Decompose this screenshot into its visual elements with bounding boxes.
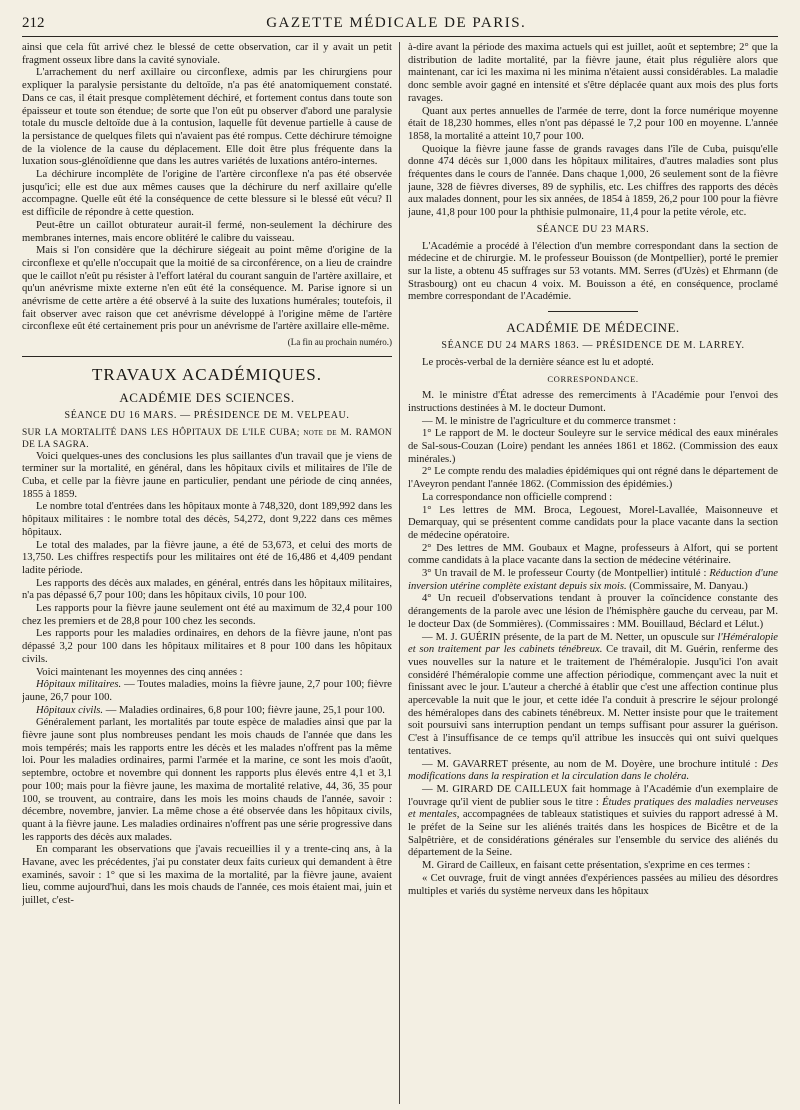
paragraph: M. Girard de Cailleux, en faisant cette présentation, s'exprime en ces termes : bbox=[422, 860, 751, 872]
text: — Maladies ordinaires, 6,8 pour 100; fièvre jaune, 25,1 pour 100. bbox=[103, 704, 385, 716]
italic-title: Réduction d'une inversion utérine complète existant depuis six mois. bbox=[408, 568, 778, 592]
italic-title: Des modifications dans la respiration et la circulation dans le choléra. bbox=[408, 758, 778, 783]
text: 3° Un travail de M. le professeur Courty (de Montpellier) intitulé : bbox=[422, 568, 710, 580]
paragraph: Le nombre total d'entrées dans les hôpitaux monte à 748,320, dont 189,992 dans les hôpitaux militaires : le nombre total des décès, 54,272, dont 9,222 dans ces mêmes hôpitaux. bbox=[22, 501, 392, 538]
paragraph: Peut-être un caillot obturateur aurait-il fermé, non-seulement la déchirure des membranes internes, mais encore oblitéré le calibre du vaisseau. bbox=[22, 219, 392, 244]
session-heading: SÉANCE DU 23 MARS. bbox=[536, 223, 650, 235]
paragraph: L'arrachement du nerf axillaire ou circonflexe, admis par les chirurgiens pour expliquer la paralysie persistante du deltoïde, n'a pas été anatomiquement constaté. Dans ce cas, il était presque complètement déchiré, et fortement contus dans toute son épaisseur et toute son étendue; de sorte que l'on eût pu observer d'abord une paralysie totale du muscle deltoïde due à la contusion, laquelle fût devenue partielle à cause de la persistance de quelques filets qui n'avaient pas été rompus. Cette déchirure témoigne de la violence de la cause du déplacement. Elle doit être plus fréquente dans la luxation sous-glénoïdienne que dans les autres variétés de luxations antéro-internes. bbox=[22, 67, 392, 168]
right-column bbox=[408, 42, 778, 1104]
paragraph: Quant aux pertes annuelles de l'armée de terre, dont la force numérique moyenne était de 18,230 hommes, elles n'ont pas dépassé le 7,2 pour 100 en moyenne. L'année 1858, la mortalité a atteint 10,7 pour 100. bbox=[408, 105, 778, 142]
paragraph bbox=[22, 705, 392, 718]
session-heading: SÉANCE DU 16 MARS. — PRÉSIDENCE DE M. VELPEAU. bbox=[64, 409, 350, 421]
paragraph: 2° Des lettres de MM. Goubaux et Magne, professeurs à Alfort, qui se portent comme candidats à la place vacante dans la section de médecine vétérinaire. bbox=[408, 542, 778, 567]
label-civil: Hôpitaux civils. bbox=[36, 704, 104, 716]
column-divider bbox=[399, 42, 400, 1104]
paragraph: M. le ministre d'État adresse des remerciments à l'Académie pour l'envoi des instructions destinées à M. le docteur Dumont. bbox=[408, 390, 778, 414]
paragraph: 1° Le rapport de M. le docteur Souleyre sur le service médical des eaux minérales de Sal-sous-Couzan (Loire) pendant les années 1861 et 1862. (Commission des eaux minérales.) bbox=[408, 428, 778, 465]
paragraph: — M. le ministre de l'agriculture et du commerce transmet : bbox=[422, 415, 677, 427]
paragraph: L'Académie a procédé à l'élection d'un membre correspondant dans la section de médecine et de chirurgie. M. le professeur Bouisson (de Montpellier), porté le premier sur la liste, a obtenu 45 suffrages sur 53 votants. MM. Serres (d'Uzès) et Ehrmann (de Strasbourg) ont eu chacun 4 voix. M. Bouisson a été, en conséquence, proclamé membre correspondant de l'Académie. bbox=[408, 240, 778, 303]
left-column bbox=[22, 42, 392, 1104]
page-number: 212 bbox=[22, 15, 45, 31]
paragraph: ainsi que cela fût arrivé chez le blessé de cette observation, car il y avait un petit fragment osseux libre dans la cavité synoviale. bbox=[22, 42, 392, 66]
paragraph: Les rapports pour la fièvre jaune seulement ont été au maximum de 32,4 pour 100 chez les premiers et de 28,8 pour 100 chez les seconds. bbox=[22, 603, 392, 627]
continuation-note: (La fin au prochain numéro.) bbox=[287, 337, 392, 348]
paragraph: Voici quelques-unes des conclusions les plus saillantes d'un travail que je viens de terminer sur la mortalité, en général, dans les hôpitaux civils et militaires de l'île de Cuba, et celle par la fièvre jaune en particulier, pendant une période de cinq années, 1855 à 1859. bbox=[22, 450, 392, 500]
paragraph: Voici maintenant les moyennes des cinq années : bbox=[36, 666, 243, 678]
text: — M. J. GUÉRIN présente, de la part de M. Netter, un opuscule sur bbox=[422, 631, 718, 643]
session-heading: SÉANCE DU 24 MARS 1863. — PRÉSIDENCE DE M. LARREY. bbox=[441, 340, 745, 352]
paragraph bbox=[22, 679, 392, 704]
paragraph: 4° Un recueil d'observations tendant à prouver la coïncidence constante des dérangements de la parole avec une lésion de l'hémisphère gauche du cerveau, par M. le docteur Dax (de Sommières). (Commissaires : MM. Bouillaud, Béclard et Lélut.) bbox=[408, 593, 778, 630]
paragraph: Quoique la fièvre jaune fasse de grands ravages dans l'île de Cuba, puisqu'elle donne 474 décès sur 1,000 dans les hôpitaux militaires, d'autres maladies sont plus fréquentes dans le cours de l'année. Dans chaque 1,000, 26 seulement sont de la fièvre jaune, 328 de fièvres diverses, 89 de syphilis, etc. Les chiffres des rapports des décès aux malades donnent, pour les six années, de 1854 à 1859, 26,2 pour 100 pour la fièvre jaune, 41,8 pour 100 pour la phthisie pulmonaire, 11,4 pour la petite vérole, etc. bbox=[408, 143, 778, 219]
text: (Commissaire, M. Danyau.) bbox=[626, 580, 748, 592]
paragraph: 2° Le compte rendu des maladies épidémiques qui ont régné dans le département de l'Aveyron pendant l'année 1862. (Commission des épidémies.) bbox=[408, 466, 778, 491]
paragraph: à-dire avant la période des maxima actuels qui est juillet, août et septembre; 2° que la distribution de ladite mortalité, par la fièvre jaune, était plus régulière alors que maintenant, car ici les maxima ni les minima n'étaient aussi considérables. La maladie donc semble avoir gagné en intensité et s'être déplacée quant aux mois des plus forts ravages. bbox=[408, 42, 778, 104]
academy-title: ACADÉMIE DES SCIENCES. bbox=[119, 389, 295, 405]
paragraph: 1° Les lettres de MM. Broca, Legouest, Morel-Lavallée, Maisonneuve et Demarquay, qui se présentent comme candidats pour la place vacante dans la section de médecine opératoire. bbox=[408, 504, 778, 541]
section-divider bbox=[548, 311, 638, 312]
text: — M. GIRARD DE CAILLEUX fait hommage à l'Académie d'un exemplaire de l'ouvrage qu'il vient de publier sous le titre : bbox=[408, 783, 778, 808]
paragraph: La déchirure incomplète de l'origine de l'artère circonflexe n'a pas été observée jusqu'ici; elle est due aux mêmes causes que la déchirure du nerf axillaire qu'elle accompagne. Quelle eût été la conséquence de cette blessure si le blessé eût vécu? Il est difficile de répondre à cette question. bbox=[22, 169, 392, 219]
paragraph bbox=[408, 632, 778, 759]
paragraph: Mais si l'on considère que la déchirure siégeait au point même d'origine de la circonflexe et qu'elle n'occupait que la moitié de sa circonférence, on a lieu de craindre que le caillot n'eût pu résister à l'effort latéral du courant sanguin de l'artère axillaire, et qu'un anévrisme mixte externe n'en eût été la conséquence. M. Parise ignore si un anévrisme de cette artère a été observé à la suite des luxations humérales; toutefois, il fait observer avec raison que cet anévrisme développé à l'origine même de l'artère circonflexe eût été certainement pris pour un anévrisme de l'artère axillaire elle-même. bbox=[22, 245, 392, 333]
italic-title: Études pratiques des maladies nerveuses et mentales, bbox=[408, 796, 778, 821]
paragraph: « Cet ouvrage, fruit de vingt années d'expériences passées au milieu des désordres multiples et variés du système nerveux dans les hôpitaux bbox=[408, 872, 778, 897]
academy-title: ACADÉMIE DE MÉDECINE. bbox=[506, 320, 680, 336]
correspondence-heading: CORRESPONDANCE. bbox=[547, 374, 639, 385]
paragraph: Les rapports des décès aux malades, en général, entrés dans les hôpitaux militaires, n'a pas dépassé 6,7 pour 100; dans les hôpitaux civils, 10 pour 100. bbox=[22, 577, 392, 602]
text: — Toutes maladies, moins la fièvre jaune, 2,7 pour 100; fièvre jaune, 26,7 pour 100. bbox=[22, 679, 392, 703]
paragraph: Le procès-verbal de la dernière séance est lu et adopté. bbox=[422, 356, 654, 368]
paragraph bbox=[408, 759, 778, 784]
paragraph bbox=[408, 568, 778, 593]
paragraph: Le total des malades, par la fièvre jaune, a été de 53,673, et celui des morts de 13,750. Les chiffres respectifs pour les militaires ont été de 16,486 et 4,409 pendant ladite période. bbox=[22, 539, 392, 576]
paragraph: Les rapports pour les maladies ordinaires, en dehors de la fièvre jaune, n'ont pas dépassé 3,2 pour 100 dans les hôpitaux militaires et 8 pour 100 dans les hôpitaux civils. bbox=[22, 628, 392, 665]
paragraph bbox=[408, 784, 778, 860]
paragraph: En comparant les observations que j'avais recueillies il y a trente-cinq ans, à la Havane, avec les précédentes, j'ai pu constater deux faits curieux qui demandent à être examinés, savoir : 1° que si les maxima de la mortalité, par la fièvre jaune, avaient lieu, comme aujourd'hui, dans les mois chauds de l'année, ces mois étaient mai, juin et juillet, c'est- bbox=[22, 844, 392, 907]
paragraph: La correspondance non officielle comprend : bbox=[422, 491, 613, 503]
journal-title: GAZETTE MÉDICALE DE PARIS. bbox=[266, 15, 527, 31]
article-subtitle: SUR LA MORTALITÉ DANS LES HÔPITAUX DE L'ILE CUBA; note de M. RAMON DE LA SAGRA. bbox=[22, 427, 392, 450]
paragraph: Généralement parlant, les mortalités par toute espèce de maladies ainsi que par la fièvre jaune sont plus nombreuses pendant les mois chauds de l'année que dans les mois tempérés; mais les rapports entre les décès et les malades n'offrent pas la même loi. Pour les maladies ordinaires, parmi l'armée et la marine, ce sont les mois d'août, septembre, octobre et novembre qui donnent les rapports plus élevés entre 4,1 et 3,1 pour 100; mais pour la fièvre jaune, les maxima de mortalité relative, 44, 36, 35 pour 100, se trouvent, au contraire, dans les mois les moins chauds de l'année, savoir : décembre, novembre, janvier. La même chose a été observée dans les hôpitaux civils, quant à la fièvre jaune. Les maladies ordinaires n'offrent pas une série progressive dans les rapports des décès aux malades. bbox=[22, 717, 392, 843]
text: Ce travail, dit M. Guérin, renferme des vues nouvelles sur la nature et le traitement de l'héméralopie. Jusqu'ici l'on avait considéré l'héméralopie comme une affection périodique, commençant avec la nuit et finissant avec le jour. L'auteur a cherché à établir que c'est une affection continue plus apercevable la nuit que le jour, et cette idée l'a conduit à prescrire le séjour prolongé des héméralopes dans des cabinets ténébreux. M. Netter insiste pour que le traitement soit poursuivi sans interruption pendant un temps suffisant pour assurer la guérison. C'est à l'insuffisance de ce temps qu'il attribue les insuccès qui ont suivi quelques tentatives. bbox=[408, 644, 778, 757]
section-title: TRAVAUX ACADÉMIQUES. bbox=[91, 364, 322, 384]
section-divider bbox=[22, 356, 392, 357]
label-military: Hôpitaux militaires. bbox=[36, 679, 122, 691]
page-header bbox=[22, 10, 778, 37]
italic-title: l'Héméralopie et son traitement par les cabinets ténébreux. bbox=[408, 631, 778, 656]
text: accompagnées de tableaux statistiques et suivies du rapport adressé à M. le préfet de la Seine sur les aliénés traités dans les hospices de Bicêtre et de la Salpêtrière, et de considérations générales sur l'ensemble du service des aliénés du département de la Seine. bbox=[408, 809, 778, 859]
text: — M. GAVARRET présente, au nom de M. Doyère, une brochure intitulé : bbox=[422, 758, 762, 770]
